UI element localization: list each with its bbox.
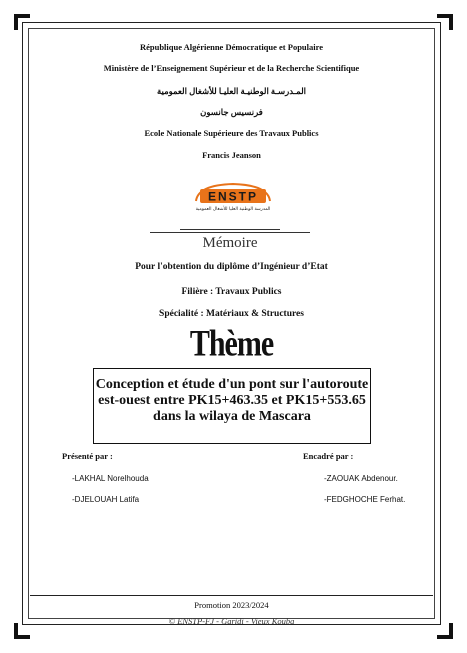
footer-divider <box>30 595 433 596</box>
presented-label: Présenté par : <box>62 451 113 461</box>
svg-text:المدرسة الوطنية العليا للأشغال: المدرسة الوطنية العليا للأشغال العمومية <box>195 207 271 212</box>
theme-line-3: dans la wilaya de Mascara <box>153 409 311 424</box>
diploma-purpose: Pour l'obtention du diplôme d’Ingénieur d’Etat <box>135 262 328 272</box>
theme-heading: Thème <box>189 322 274 364</box>
specialite-line: Spécialité : Matériaux & Structures <box>159 309 304 319</box>
school-line: Ecole Nationale Supérieure des Travaux Publics <box>144 128 319 138</box>
filiere-line: Filière : Travaux Publics <box>181 287 282 297</box>
ministry-line: Ministère de l’Enseignement Supérieur et de la Recherche Scientifique <box>103 63 360 73</box>
arabic-name-line: فرنسيس جانسون <box>200 107 263 117</box>
arabic-school-line: المـدرسـة الوطنيـة العليـا للأشغال العمومية <box>156 86 307 96</box>
school-name-line: Francis Jeanson <box>202 150 261 160</box>
student-name-1: -LAKHAL Norelhouda <box>72 474 149 483</box>
promotion-line: Promotion 2023/2024 <box>194 600 269 610</box>
corner-ornament-bottom-left <box>14 623 30 639</box>
supervised-label: Encadré par : <box>303 451 354 461</box>
supervisor-name-2: -FEDGHOCHE Ferhat. <box>324 495 406 504</box>
student-name-2: -DJELOUAH Latifa <box>72 495 140 504</box>
copyright-line: © ENSTP-FJ - Garidi - Vieux Kouba <box>168 616 295 626</box>
corner-ornament-top-right <box>437 14 453 30</box>
corner-ornament-top-left <box>14 14 30 30</box>
memoire-heading-block <box>150 228 310 252</box>
republic-line: République Algérienne Démocratique et Populaire <box>139 42 324 52</box>
theme-box <box>93 368 371 444</box>
corner-ornament-bottom-right <box>437 623 453 639</box>
theme-line-2: est-ouest entre PK15+463.35 et PK15+553.65 <box>98 393 366 408</box>
theme-line-1: Conception et étude d'un pont sur l'autoroute <box>95 377 369 392</box>
supervisor-name-1: -ZAOUAK Abdenour. <box>324 474 398 483</box>
memoire-title: Mémoire <box>202 235 258 251</box>
svg-text:ENSTP: ENSTP <box>207 189 259 204</box>
enstp-logo <box>188 181 278 215</box>
